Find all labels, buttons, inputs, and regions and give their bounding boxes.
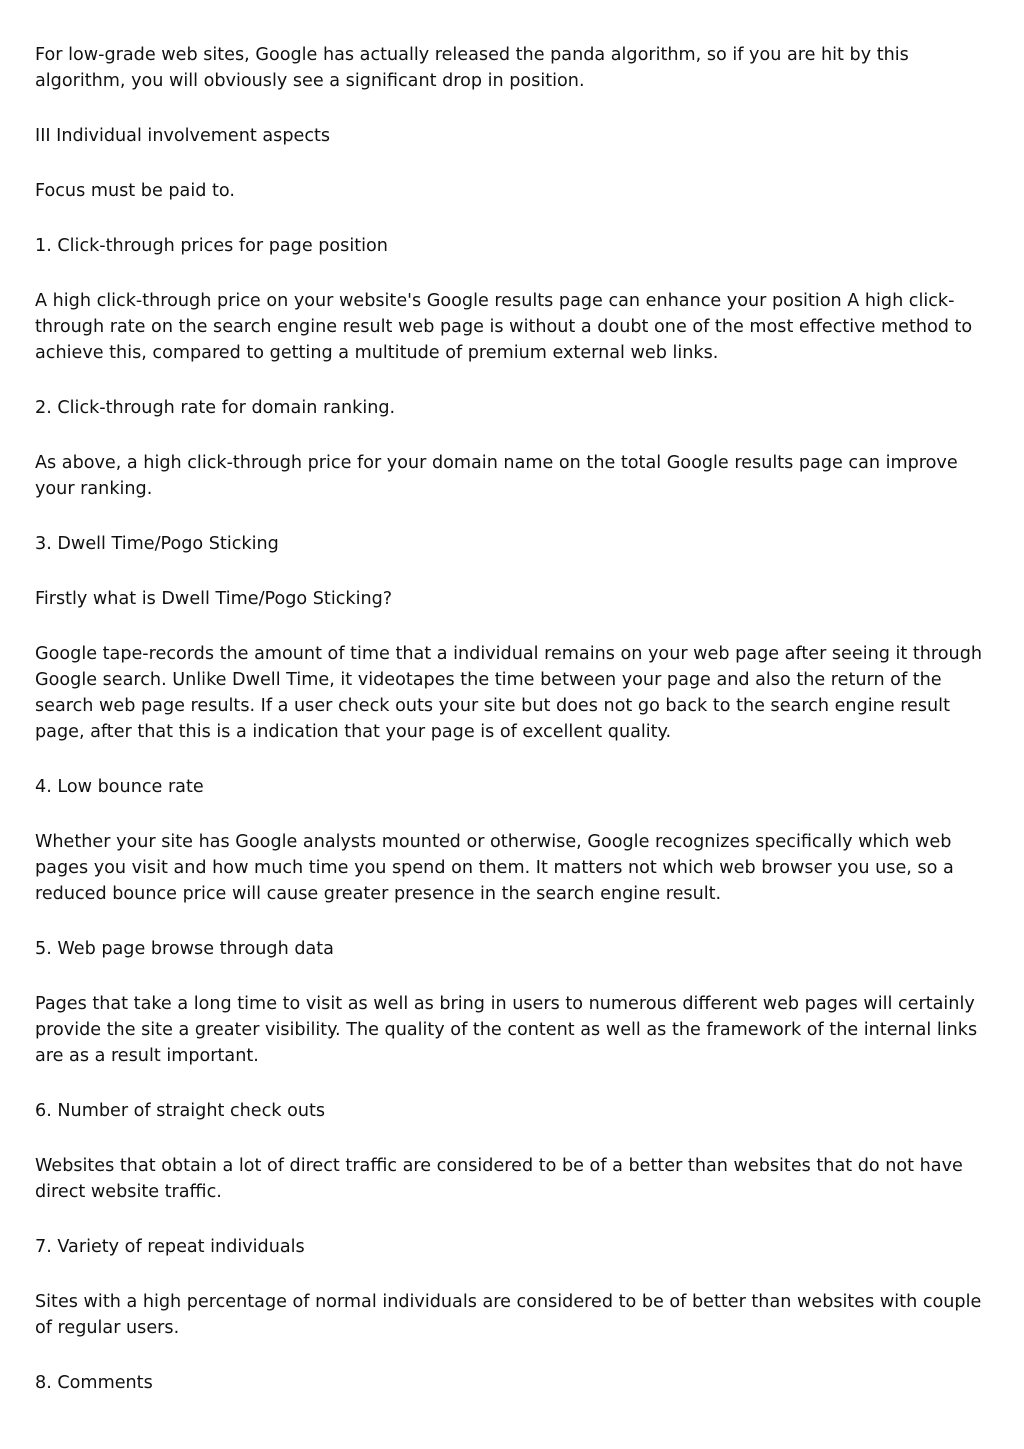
paragraph-repeat-individuals: Sites with a high percentage of normal individuals are considered to be of better than websites with couple of regular users.: [35, 1292, 982, 1338]
heading-straight-check-outs: 6. Number of straight check outs: [35, 1101, 326, 1121]
heading-page-browse-data: 5. Web page browse through data: [35, 939, 334, 959]
paragraph-panda-intro: For low-grade web sites, Google has actually released the panda algorithm, so if you are hit by this algorithm, you will obviously see a significant drop in position.: [35, 45, 909, 91]
heading-dwell-time: 3. Dwell Time/Pogo Sticking: [35, 534, 279, 554]
heading-individual-involvement: III Individual involvement aspects: [35, 126, 331, 146]
paragraph-page-browse-data: Pages that take a long time to visit as well as bring in users to numerous different web pages will certainly provide the site a greater visibility. The quality of the content as well as the framework of the internal links are as a result important.: [35, 994, 978, 1066]
document-page: [35, 42, 995, 1396]
heading-comments: 8. Comments: [35, 1373, 153, 1393]
paragraph-straight-check-outs: Websites that obtain a lot of direct traffic are considered to be of a better than websites that do not have direct website traffic.: [35, 1156, 963, 1202]
paragraph-focus: Focus must be paid to.: [35, 181, 235, 201]
heading-low-bounce-rate: 4. Low bounce rate: [35, 777, 204, 797]
paragraph-dwell-time-question: Firstly what is Dwell Time/Pogo Sticking?: [35, 589, 393, 609]
heading-repeat-individuals: 7. Variety of repeat individuals: [35, 1237, 305, 1257]
heading-click-through-page-position: 1. Click-through prices for page position: [35, 236, 388, 256]
paragraph-click-through-page-position: A high click-through price on your website's Google results page can enhance your position A high click-through rate on the search engine result web page is without a doubt one of the most effective method to achieve this, compared to getting a multitude of premium external web links.: [35, 291, 973, 363]
paragraph-click-through-domain-ranking: As above, a high click-through price for your domain name on the total Google results page can improve your ranking.: [35, 453, 958, 499]
heading-click-through-domain-ranking: 2. Click-through rate for domain ranking.: [35, 398, 396, 418]
paragraph-low-bounce-rate: Whether your site has Google analysts mounted or otherwise, Google recognizes specifically which web pages you visit and how much time you spend on them. It matters not which web browser you use, so a reduced bounce price will cause greater presence in the search engine result.: [35, 832, 954, 904]
paragraph-dwell-time-explanation: Google tape-records the amount of time that a individual remains on your web page after seeing it through Google search. Unlike Dwell Time, it videotapes the time between your page and also the return of the search web page results. If a user check outs your site but does not go back to the search engine result page, after that this is a indication that your page is of excellent quality.: [35, 644, 983, 742]
